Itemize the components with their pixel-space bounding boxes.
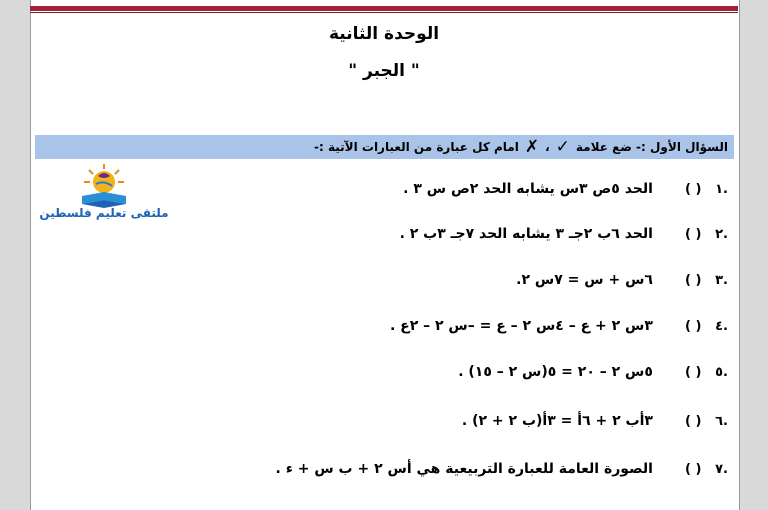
answer-blank: ( ) [685, 462, 702, 477]
item-statement: الحد ٥ص ٣س يشابه الحد ٢ص س ٣ . [403, 181, 653, 197]
item-number: .٤ [715, 319, 728, 334]
answer-blank: ( ) [685, 319, 702, 334]
item-statement: ٣أب ٢ + ٦أ = ٣أ(ب ٢ + ٢) . [461, 413, 653, 429]
top-border-thin-rule [30, 12, 738, 13]
cross-mark-icon: ✗ [524, 137, 540, 157]
answer-blank: ( ) [685, 273, 702, 288]
list-item [516, 272, 728, 288]
item-number: .٢ [715, 227, 728, 242]
item-statement: ٦س + س = ٧س ٢. [516, 272, 653, 288]
answer-blank: ( ) [685, 414, 702, 429]
list-item [400, 226, 728, 242]
item-number: .٦ [715, 414, 728, 429]
list-item [462, 413, 728, 429]
list-item [458, 364, 728, 380]
answer-blank: ( ) [685, 227, 702, 242]
subject-title: " الجبر " [348, 61, 420, 81]
item-number: .٧ [715, 462, 728, 477]
question-prefix: السؤال الأول :- ضع علامة [575, 140, 728, 154]
list-item [276, 461, 728, 477]
check-mark-icon: ✓ [555, 137, 570, 157]
item-number: .٣ [715, 273, 728, 288]
item-statement: ٥س ٢ – ٢٠ = ٥(س ٢ – ١٥) . [458, 364, 653, 380]
logo-text: ملتقى تعليم فلسطين [39, 206, 169, 220]
item-statement: الصورة العامة للعبارة التربيعية هي أس ٢ + ب س + ء . [275, 461, 653, 477]
question-suffix: امام كل عبارة من العبارات الآتية :- [314, 140, 519, 154]
question-header-bar [35, 135, 734, 159]
list-item [390, 318, 728, 334]
list-item [403, 181, 728, 197]
top-border-rule [30, 6, 738, 11]
question-separator: ، [545, 140, 550, 154]
unit-title: الوحدة الثانية [328, 24, 440, 44]
item-number: .٥ [715, 365, 728, 380]
item-statement: ٣س ٢ + ع – ٤س ٢ – ع = –س ٢ – ٢ع . [389, 318, 653, 334]
item-statement: الحد ٦ب ٢جـ ٣ يشابه الحد ٧جـ ٣ب ٢ . [399, 226, 653, 242]
answer-blank: ( ) [685, 365, 702, 380]
answer-blank: ( ) [685, 182, 702, 197]
item-number: .١ [715, 182, 728, 197]
